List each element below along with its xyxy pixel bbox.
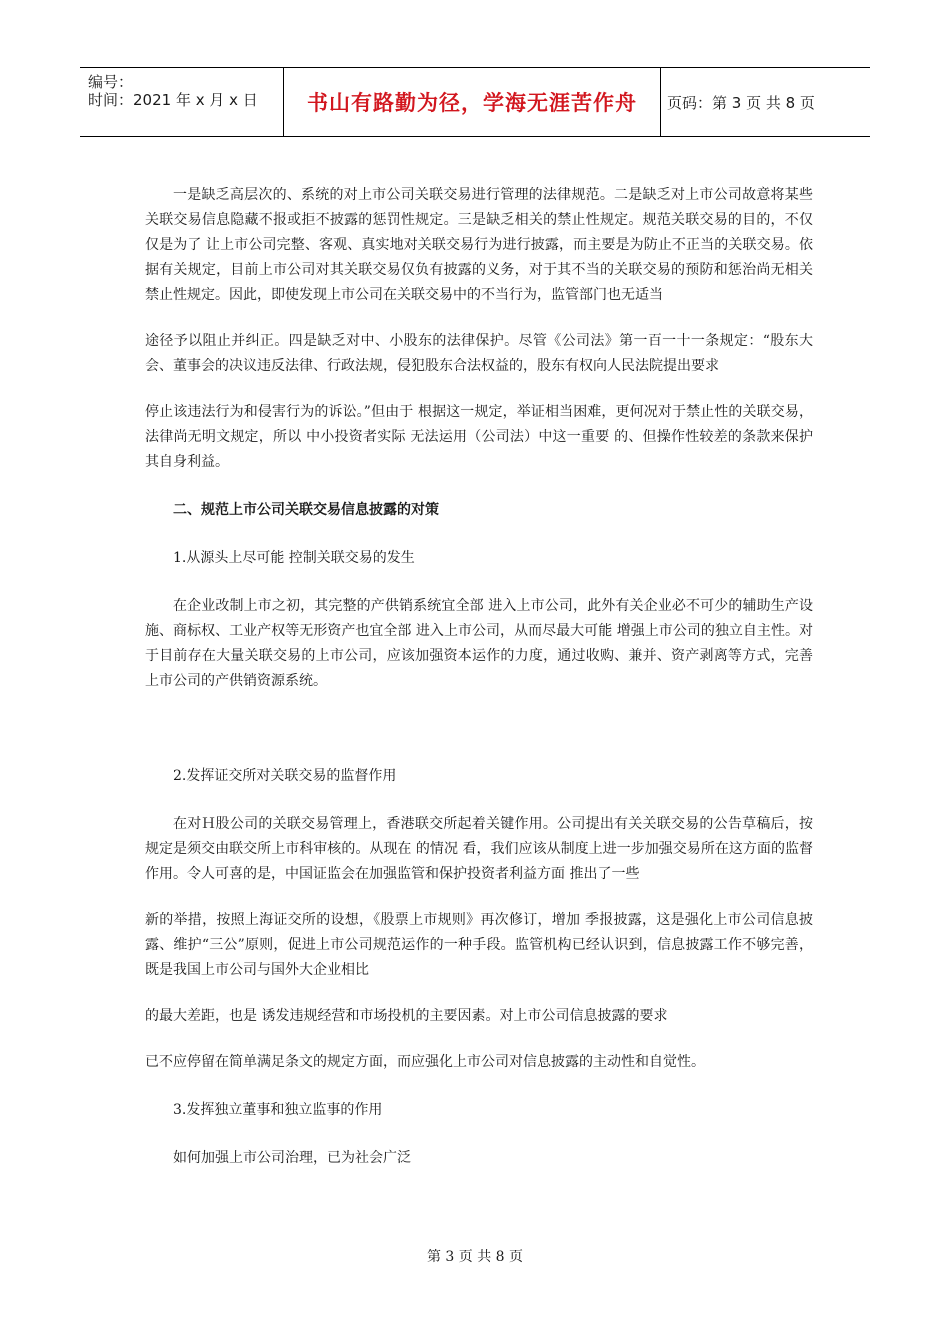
paragraph: 新的举措，按照上海证交所的设想，《股票上市规则》再次修订，增加 季报披露，这是强化上市公司信息披露、维护“三公”原则，促进上市公司规范运作的一种手段。监管机构已经认识到，信息披露工作不够完善，既是我国上市公司与国外大企业相比 xyxy=(145,912,813,978)
paragraph: 停止该违法行为和侵害行为的诉讼。”但由于 根据这一规定，举证相当困难，更何况对于禁止性的关联交易，法律尚无明文规定，所以 中小投资者实际 无法运用（公司法）中这一重要 的、但操作性较差的条款来保护其自身利益。 xyxy=(145,404,813,470)
paragraph: 如何加强上市公司治理，已为社会广泛 xyxy=(173,1150,411,1166)
paragraph: 在企业改制上市之初，其完整的产供销系统宜全部 进入上市公司，此外有关企业必不可少的辅助生产设施、商标权、工业产权等无形资产也宜全部 进入上市公司，从而尽最大可能 增强上市公司的独立自主性。对于目前存在大量关联交易的上市公司，应该加强资本运作的力度，通过收购、兼并、资产剥离等方式，完善上市公司的产供销资源系统。 xyxy=(145,598,813,689)
paragraph: 一是缺乏高层次的、系统的对上市公司关联交易进行管理的法律规范。二是缺乏对上市公司故意将某些关联交易信息隐藏不报或拒不披露的惩罚性规定。三是缺乏相关的禁止性规定。规范关联交易的目的，不仅仅是为了 让上市公司完整、客观、真实地对关联交易行为进行披露，而主要是为防止不正当的关联交易。依据有关规定，目前上市公司对其关联交易仅负有披露的义务，对于其不当的关联交易的预防和惩治尚无相关禁止性规定。因此，即使发现上市公司在关联交易中的不当行为，监管部门也无适当 xyxy=(145,187,813,303)
header-page-info: 页码：第 3 页 共 8 页 xyxy=(667,93,815,112)
page-footer: 第 3 页 共 8 页 xyxy=(426,1249,524,1265)
section-heading: 二、规范上市公司关联交易信息披露的对策 xyxy=(173,502,439,518)
header-motto: 书山有路勤为径，学海无涯苦作舟 xyxy=(283,68,661,136)
subsection-title: 1.从源头上尽可能 控制关联交易的发生 xyxy=(173,550,415,566)
subsection-title: 2.发挥证交所对关联交易的监督作用 xyxy=(173,768,397,784)
document-number-label: 编号： xyxy=(88,73,134,91)
document-body xyxy=(145,183,813,1171)
document-date: 时间：2021 年 x 月 x 日 xyxy=(88,91,258,109)
paragraph: 途径予以阻止并纠正。四是缺乏对中、小股东的法律保护。尽管《公司法》第一百一十一条规定：“股东大会、董事会的决议违反法律、行政法规，侵犯股东合法权益的，股东有权向人民法院提出要求 xyxy=(145,333,813,374)
page-header xyxy=(80,67,870,137)
header-meta xyxy=(80,68,283,136)
paragraph: 已不应停留在简单满足条文的规定方面，而应强化上市公司对信息披露的主动性和自觉性。 xyxy=(145,1054,705,1070)
paragraph: 的最大差距，也是 诱发违规经营和市场投机的主要因素。对上市公司信息披露的要求 xyxy=(145,1008,668,1024)
subsection-title: 3.发挥独立董事和独立监事的作用 xyxy=(173,1102,383,1118)
paragraph: 在对Ｈ股公司的关联交易管理上，香港联交所起着关键作用。公司提出有关关联交易的公告草稿后，按规定是须交由联交所上市科审核的。从现在 的情况 看，我们应该从制度上进一步加强交易所在这方面的监督作用。令人可喜的是，中国证监会在加强监管和保护投资者利益方面 推出了一些 xyxy=(145,816,813,882)
